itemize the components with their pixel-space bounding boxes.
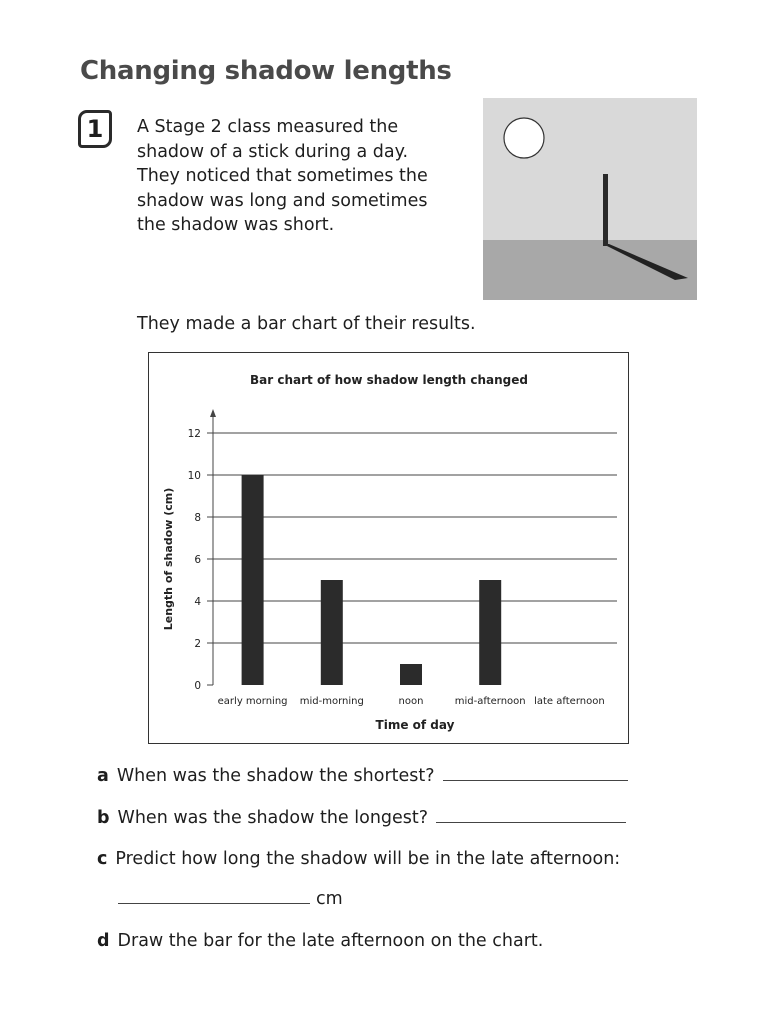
intro-paragraph (137, 115, 467, 238)
intro-line: shadow was long and sometimes (137, 190, 428, 211)
y-tick-label: 0 (194, 680, 201, 692)
bar-chart (149, 353, 630, 745)
intro-line: A Stage 2 class measured the (137, 117, 399, 137)
answer-blank-a[interactable] (443, 766, 628, 781)
question-number-badge: 1 (78, 110, 112, 148)
sun-icon (504, 118, 544, 158)
x-tick-label: early morning (217, 696, 288, 707)
x-tick-label: mid-morning (299, 696, 364, 707)
x-tick-label: mid-afternoon (454, 696, 526, 707)
question-letter: b (97, 808, 110, 828)
question-text: When was the shadow the shortest? (116, 766, 435, 786)
question-text: When was the shadow the longest? (117, 808, 429, 828)
question-d (97, 931, 543, 951)
y-tick-label: 4 (194, 596, 201, 608)
x-axis-label: Time of day (375, 718, 455, 732)
bar (479, 580, 501, 685)
intro-line: the shadow was short. (137, 215, 335, 235)
y-tick-label: 12 (187, 428, 201, 440)
question-text: Predict how long the shadow will be in the late afternoon: (115, 849, 621, 869)
intro-line: shadow of a stick during a day. (137, 141, 409, 162)
question-text: Draw the bar for the late afternoon on the chart. (117, 931, 544, 951)
y-tick-label: 6 (194, 554, 201, 566)
question-letter: a (97, 766, 109, 786)
stick (603, 174, 608, 246)
question-letter: d (97, 931, 110, 951)
bar (400, 664, 422, 685)
bar-chart-frame (148, 352, 629, 744)
question-letter: c (97, 849, 108, 869)
answer-blank-c[interactable] (118, 889, 310, 904)
worksheet-title: Changing shadow lengths (80, 56, 452, 86)
answer-blank-b[interactable] (436, 808, 626, 823)
question-b (97, 808, 626, 828)
y-axis-label: Length of shadow (cm) (162, 487, 175, 631)
question-c (97, 849, 620, 869)
unit-label: cm (316, 889, 343, 909)
x-tick-label: noon (398, 696, 424, 707)
stick-shadow-illustration (483, 98, 697, 300)
answer-line-c (118, 889, 343, 909)
sky (483, 98, 697, 240)
y-axis-arrow-icon (210, 409, 216, 417)
bar (242, 475, 264, 685)
intro-line: They noticed that sometimes the (137, 166, 428, 186)
bar (321, 580, 343, 685)
y-tick-label: 8 (194, 512, 201, 524)
question-a (97, 766, 628, 786)
y-tick-label: 2 (194, 638, 201, 650)
y-tick-label: 10 (187, 470, 201, 482)
x-tick-label: late afternoon (534, 696, 605, 707)
chart-title: Bar chart of how shadow length changed (250, 373, 528, 387)
chart-intro-text: They made a bar chart of their results. (137, 314, 476, 334)
